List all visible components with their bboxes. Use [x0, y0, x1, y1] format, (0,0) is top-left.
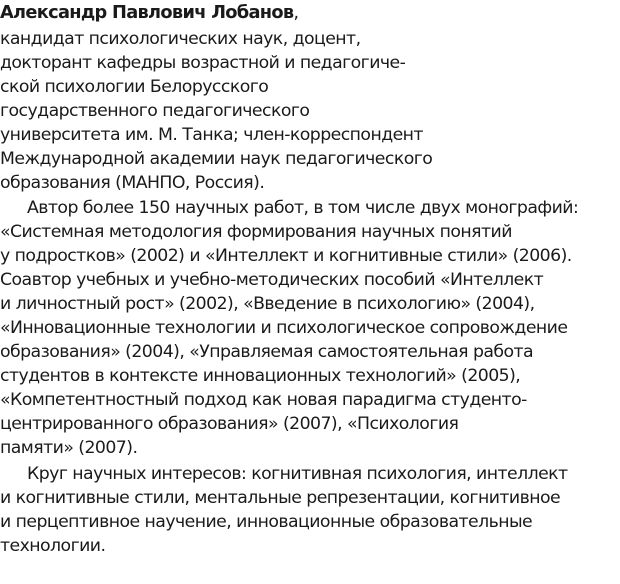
author-heading [0, 1, 298, 25]
bio-line: Международной академии наук педагогического [0, 149, 433, 169]
works-line: «Инновационные технологии и психологическое сопровождение [0, 318, 568, 338]
interests-line: технологии. [0, 536, 106, 556]
author-name-suffix: , [293, 3, 299, 23]
bio-line: ской психологии Белорусского [0, 77, 269, 97]
bio-line: докторант кафедры возрастной и педагогиче- [0, 53, 406, 73]
works-line: «Системная методология формирования научных понятий [0, 222, 512, 242]
works-line: центрированного образования» (2007), «Психология [0, 414, 459, 434]
works-line: памяти» (2007). [0, 438, 138, 458]
works-line: у подростков» (2002) и «Интеллект и когнитивные стили» (2006). [0, 246, 572, 266]
author-name: Александр Павлович Лобанов [0, 2, 294, 23]
works-line: «Компетентностный подход как новая парадигма студенто- [0, 390, 527, 410]
works-line: и личностный рост» (2002), «Введение в психологию» (2004), [0, 294, 535, 314]
bio-line: кандидат психологических наук, доцент, [0, 29, 361, 49]
works-line: студентов в контексте инновационных технологий» (2005), [0, 366, 521, 386]
works-line: Соавтор учебных и учебно-методических пособий «Интеллект [0, 270, 544, 290]
bio-line: образования (МАНПО, Россия). [0, 173, 265, 193]
interests-line: и когнитивные стили, ментальные репрезентации, когнитивное [0, 488, 561, 508]
bio-line: университета им. М. Танка; член-корреспондент [0, 125, 423, 145]
interests-paragraph-first-line: Круг научных интересов: когнитивная психология, интеллект [27, 464, 568, 484]
works-line: образования» (2004), «Управляемая самостоятельная работа [0, 342, 534, 362]
bio-line: государственного педагогического [0, 101, 310, 121]
works-paragraph-first-line: Автор более 150 научных работ, в том числе двух монографий: [27, 198, 579, 218]
interests-line: и перцептивное научение, инновационные образовательные [0, 512, 533, 532]
